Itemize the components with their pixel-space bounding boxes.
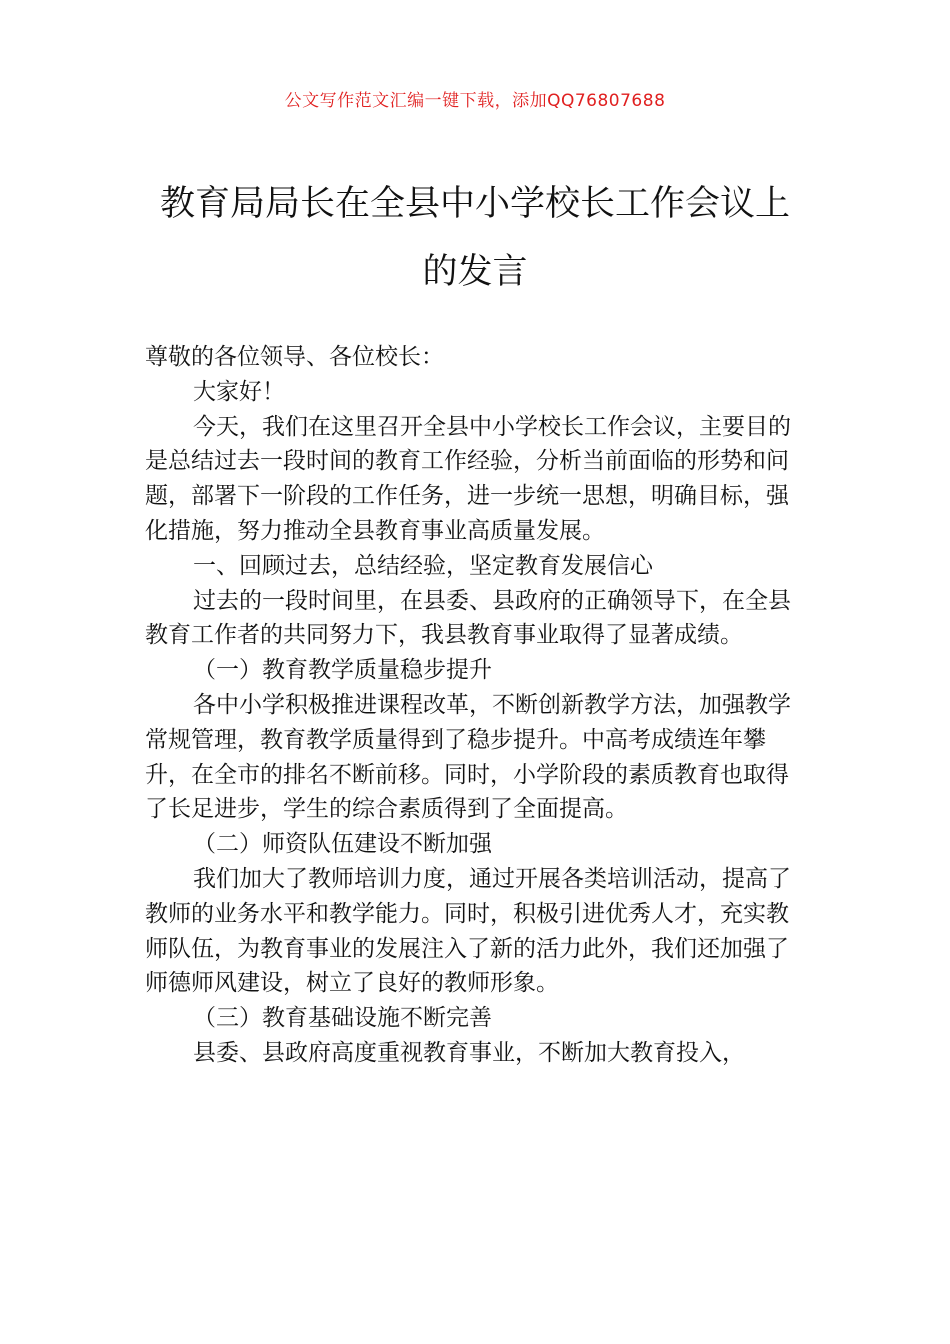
salutation: 尊敬的各位领导、各位校长： [145, 344, 444, 370]
document-title-line-1: 教育局局长在全县中小学校长工作会议上 [159, 184, 790, 224]
greeting: 大家好！ [193, 378, 285, 405]
subsection-2-paragraph: 我们加大了教师培训力度，通过开展各类培训活动，提高了教师的业务水平和教学能力。同时，积极引进优秀人才，充实教师队伍，为教育事业的发展注入了新的活力此外，我们还加强了师德师风建设，树立了良好的教师形象。 [145, 865, 791, 997]
intro-paragraph: 今天，我们在这里召开全县中小学校长工作会议，主要目的是总结过去一段时间的教育工作经验，分析当前面临的形势和问题，部署下一阶段的工作任务，进一步统一思想，明确目标，强化措施，努力推动全县教育事业高质量发展。 [145, 413, 791, 544]
subsection-3-heading: （三）教育基础设施不断完善 [193, 1005, 492, 1032]
subsection-1-paragraph: 各中小学积极推进课程改革，不断创新教学方法，加强教学常规管理，教育教学质量得到了稳步提升。中高考成绩连年攀升，在全市的排名不断前移。同时，小学阶段的素质教育也取得了长足进步，学生的综合素质得到了全面提高。 [145, 691, 791, 823]
document-body [145, 340, 810, 1071]
subsection-1-heading: （一）教育教学质量稳步提升 [193, 657, 492, 684]
document-title-line-2: 的发言 [422, 252, 528, 292]
download-banner: 公文写作范文汇编一键下载，添加QQ76807688 [284, 91, 666, 111]
section-1-heading: 一、回顾过去，总结经验，坚定教育发展信心 [193, 552, 653, 579]
section-1-paragraph: 过去的一段时间里，在县委、县政府的正确领导下，在全县教育工作者的共同努力下，我县教育事业取得了显著成绩。 [145, 587, 791, 649]
subsection-2-heading: （二）师资队伍建设不断加强 [193, 831, 492, 858]
subsection-3-paragraph: 县委、县政府高度重视教育事业，不断加大教育投入， [193, 1039, 745, 1066]
